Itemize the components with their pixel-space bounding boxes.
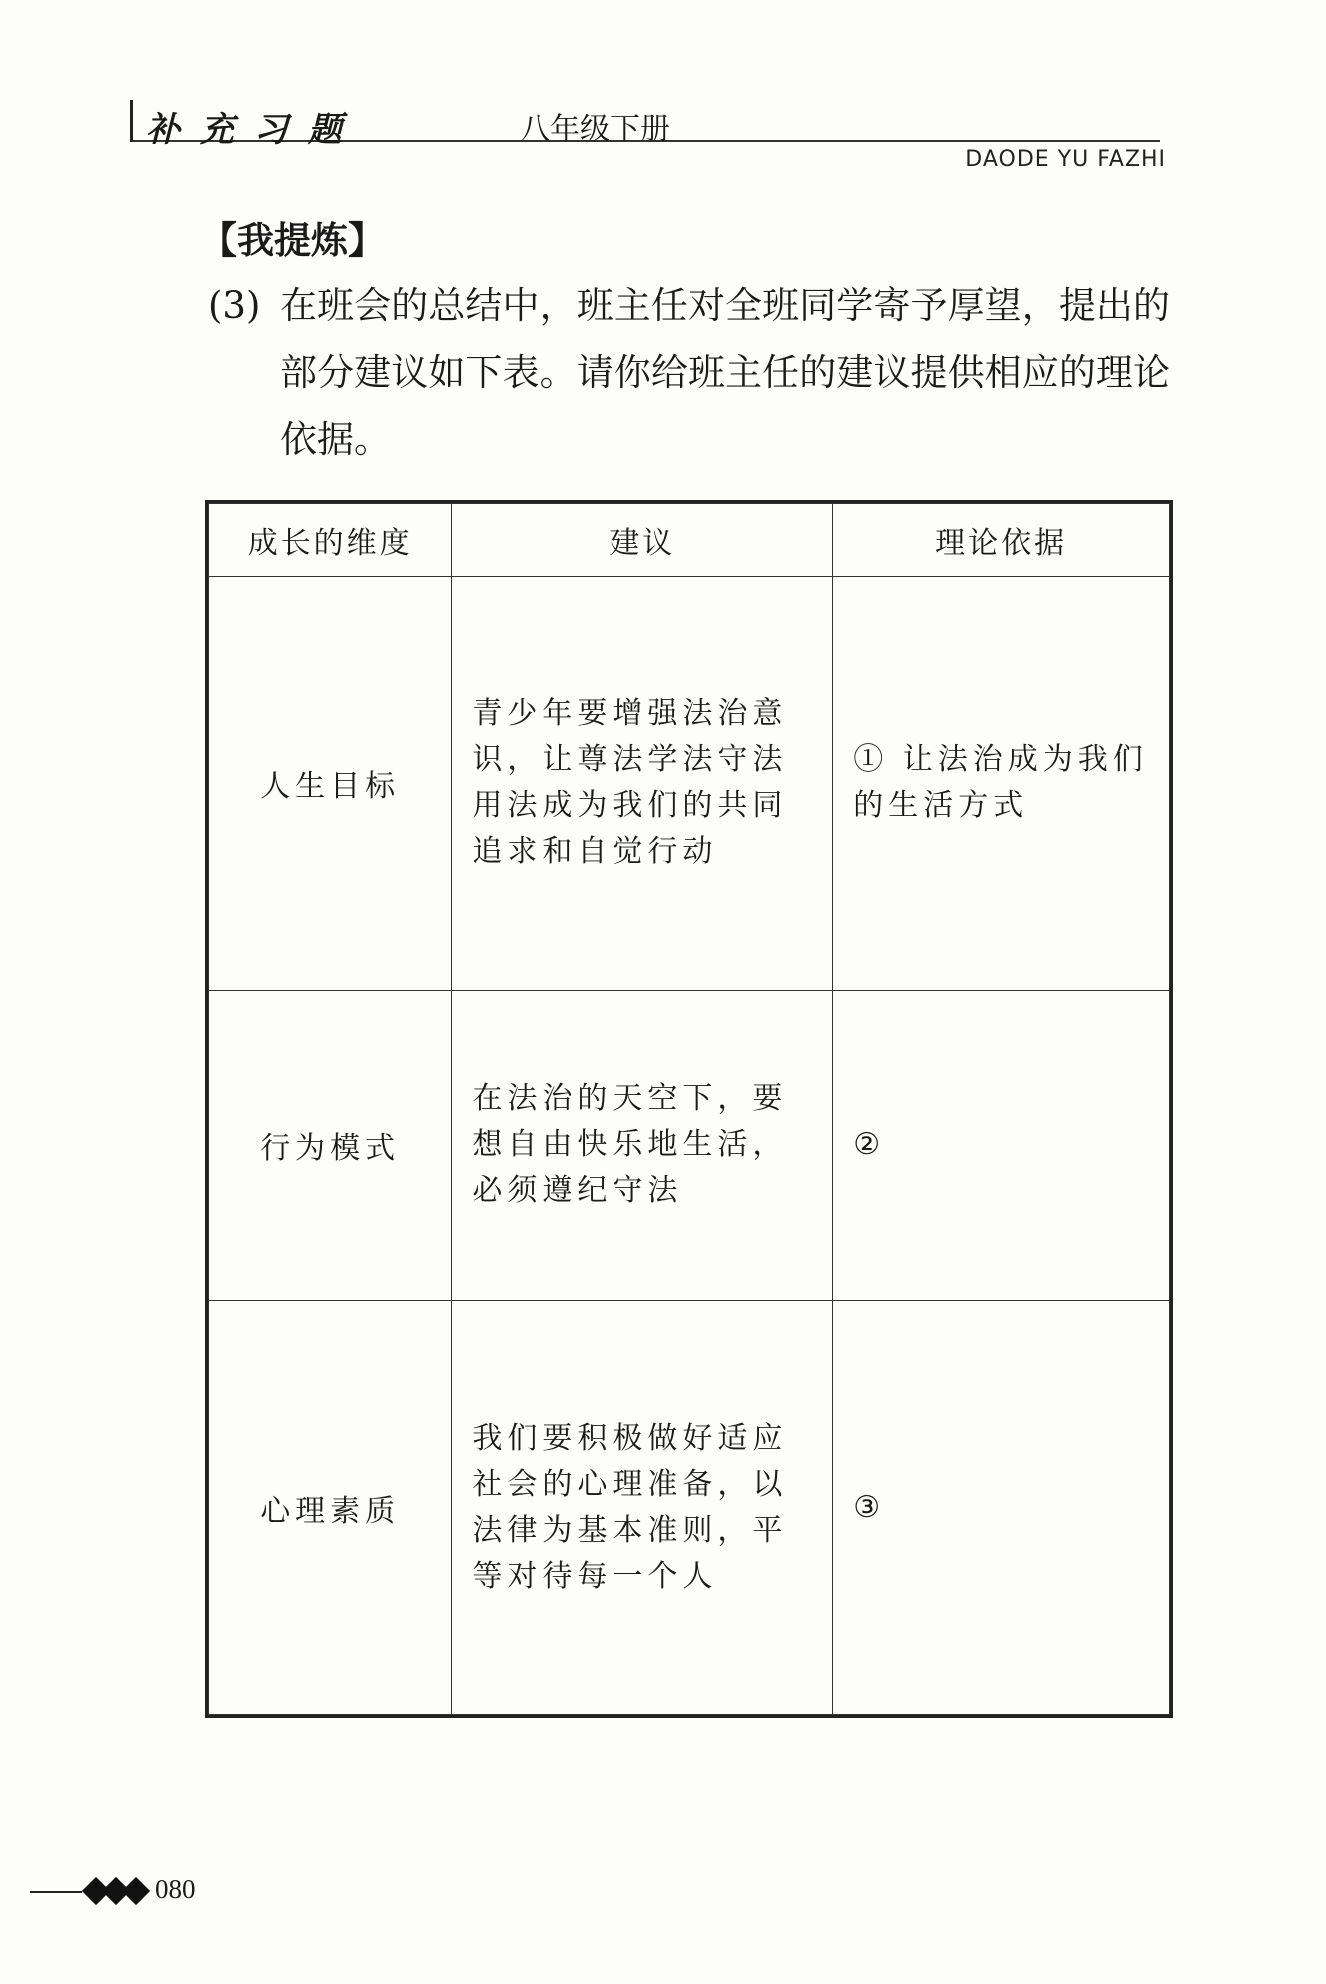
table-row [209,577,1170,991]
suggestion-cell: 青少年要增强法治意识，让尊法学法守法用法成为我们的共同追求和自觉行动 [452,577,833,991]
suggestion-cell: 我们要积极做好适应社会的心理准备，以法律为基本准则，平等对待每一个人 [452,1301,833,1715]
table-header-row [209,504,1170,577]
header-bar [130,100,133,142]
footer-rule [30,1891,82,1893]
section-title: 【我提炼】 [200,219,385,262]
running-header [130,100,1160,150]
table-row [209,990,1170,1301]
header-basis: 理论依据 [833,504,1170,577]
question [208,272,1170,473]
page-footer [30,1872,330,1912]
question-text: 在班会的总结中，班主任对全班同学寄予厚望，提出的部分建议如下表。请你给班主任的建议提供相应的理论依据。 [280,284,1170,461]
dimension-cell: 人生目标 [209,577,452,991]
table-row [209,1301,1170,1715]
diamond-ornament-icon [122,1877,150,1905]
basis-cell[interactable]: ① 让法治成为我们的生活方式 [833,577,1170,991]
basis-cell[interactable]: ② [833,990,1170,1301]
suggestion-cell: 在法治的天空下，要想自由快乐地生活，必须遵纪守法 [452,990,833,1301]
series-title: 补充习题 [146,110,362,150]
answer-table [205,500,1173,1718]
page-number: 080 [155,1874,196,1904]
dimension-cell: 心理素质 [209,1301,452,1715]
question-number: (3) [208,284,261,327]
dimension-cell: 行为模式 [209,990,452,1301]
basis-cell[interactable]: ③ [833,1301,1170,1715]
header-dimension: 成长的维度 [209,504,452,577]
grade-label: 八年级下册 [520,112,670,147]
header-suggestion: 建议 [452,504,833,577]
subject-label: DAODE YU FAZHI [965,147,1166,172]
